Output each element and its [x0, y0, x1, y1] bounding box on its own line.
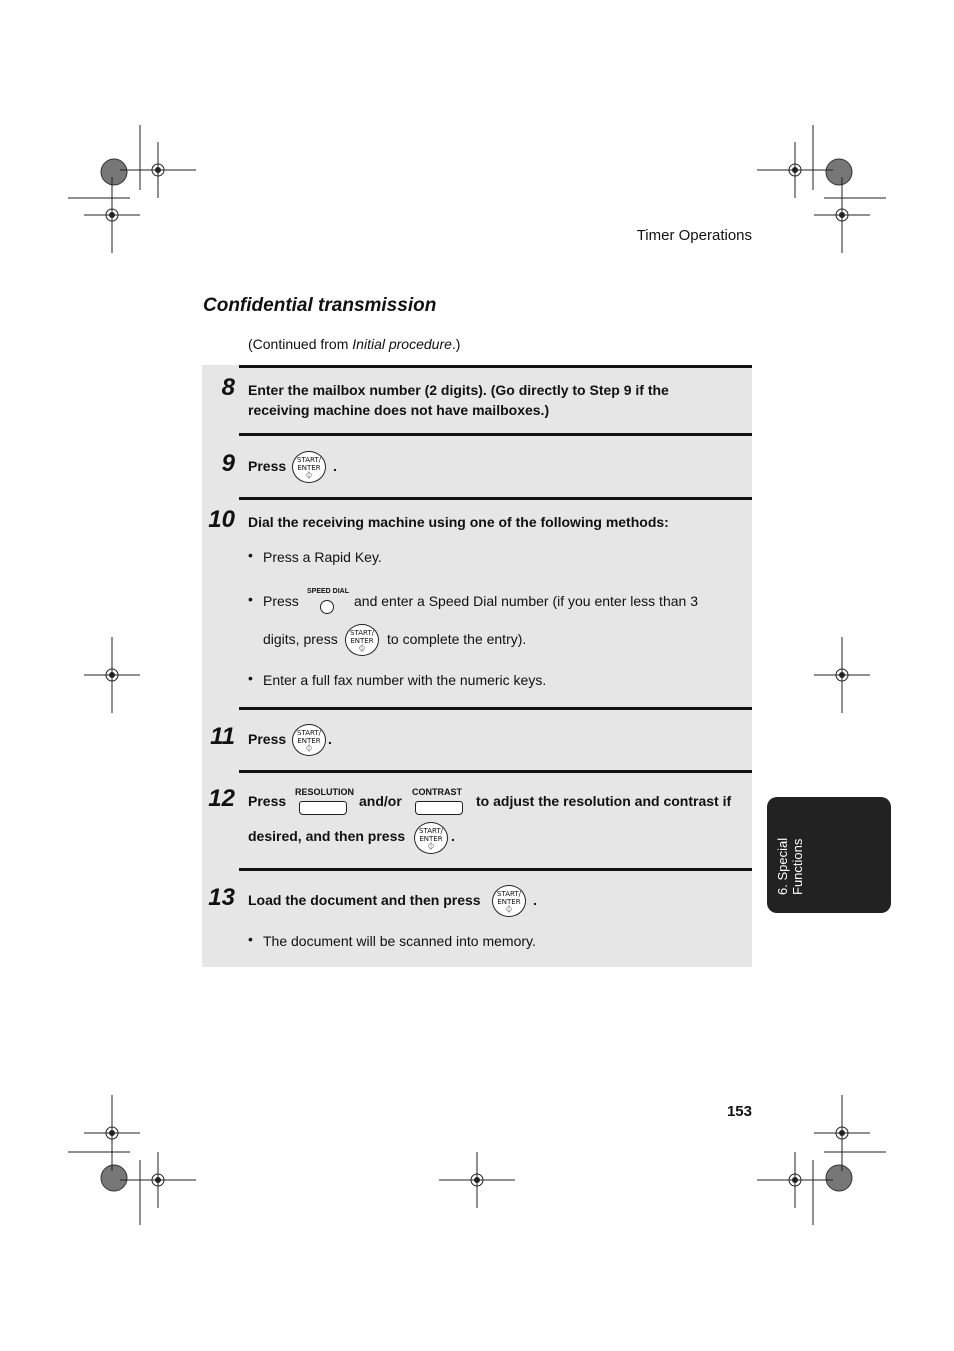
speed-dial-key-label: SPEED DIAL: [307, 588, 350, 595]
resolution-key-label: RESOLUTION: [295, 787, 355, 797]
start-enter-key-icon: START/ ENTER ⏀: [345, 624, 379, 656]
step-number: 11: [210, 723, 235, 750]
step-divider: [239, 868, 752, 871]
step-number: 10: [208, 506, 235, 533]
page-title: Confidential transmission: [203, 295, 437, 316]
step-8-text: Enter the mailbox number (2 digits). (Go directly to Step 9 if the: [248, 382, 669, 398]
page-number: 153: [726, 1103, 752, 1120]
step-divider: [239, 497, 752, 500]
color-target: [101, 1165, 127, 1191]
start-enter-key-icon: START/ ENTER ⏀: [492, 885, 526, 917]
step-number: 13: [208, 884, 235, 911]
step-number: 12: [208, 785, 235, 812]
step-10-heading: Dial the receiving machine using one of the following methods:: [248, 514, 669, 530]
bullet: •: [248, 591, 253, 607]
step-9-text: Press: [248, 458, 287, 474]
chapter-tab: [767, 797, 891, 913]
step-8-text: receiving machine does not have mailboxes.): [248, 402, 550, 418]
contrast-key-icon: [415, 801, 463, 815]
step-number: 8: [221, 374, 235, 401]
running-header: Timer Operations: [636, 227, 752, 244]
step-10-bullet: Enter a full fax number with the numeric keys.: [263, 672, 547, 688]
bullet: •: [248, 670, 253, 686]
bullet: •: [248, 931, 253, 947]
step-13-bullet: The document will be scanned into memory.: [263, 933, 536, 949]
step-number: 9: [221, 450, 235, 477]
start-enter-key-icon: START/ ENTER ⏀: [292, 724, 326, 756]
step-10-bullet: Press a Rapid Key.: [263, 549, 382, 565]
step-divider: [239, 707, 752, 710]
step-divider: [239, 770, 752, 773]
color-target: [826, 159, 852, 185]
speed-dial-key-icon: [320, 600, 334, 614]
contrast-key-label: CONTRAST: [412, 787, 462, 797]
step-divider: [239, 433, 752, 436]
continued-note: (Continued from Initial procedure.): [248, 336, 461, 352]
step-divider: [239, 365, 752, 368]
chapter-tab-label: 6. Special Functions: [775, 837, 805, 895]
bullet: •: [248, 547, 253, 563]
start-enter-key-icon: START/ ENTER ⏀: [414, 822, 448, 854]
resolution-key-icon: [299, 801, 347, 815]
start-enter-key-icon: START/ ENTER ⏀: [292, 451, 326, 483]
color-target: [826, 1165, 852, 1191]
color-target: [101, 159, 127, 185]
